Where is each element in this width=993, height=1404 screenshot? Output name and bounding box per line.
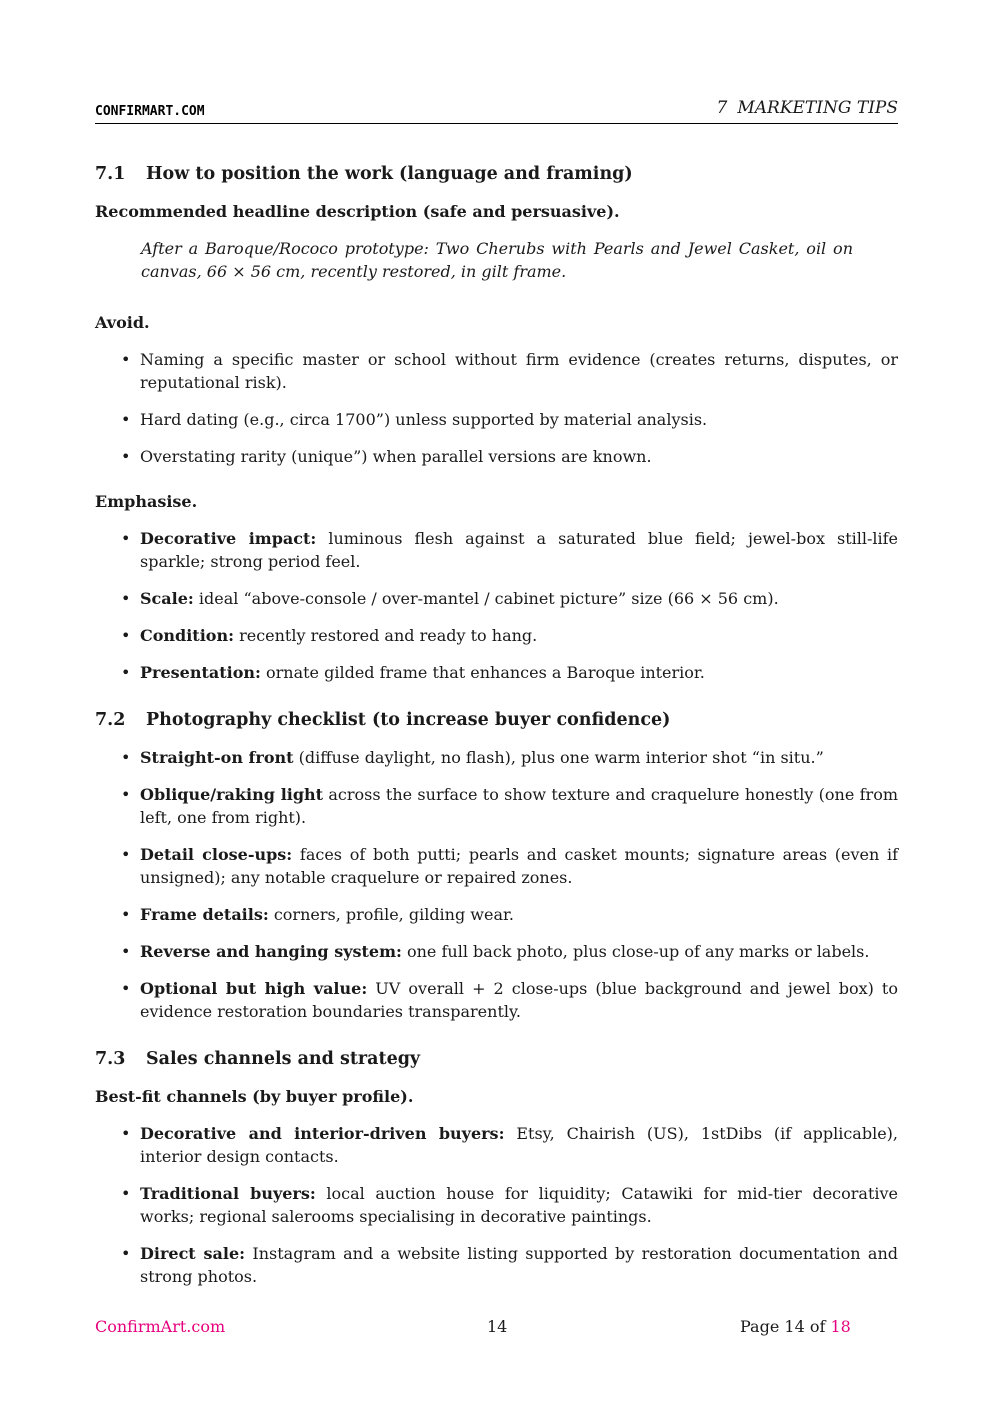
item-term: Condition: bbox=[140, 626, 234, 645]
item-text: faces of both putti; pearls and casket mounts; signature areas (even if unsigned); any notable craquelure or repaired zones. bbox=[140, 845, 898, 887]
section-7-3-heading bbox=[95, 1045, 898, 1073]
section-number: 7.3 bbox=[95, 1049, 126, 1069]
running-section-number: 7 bbox=[716, 98, 728, 118]
item-text: ideal “above-console / over-mantel / cabinet picture” size (66 × 56 cm). bbox=[193, 589, 779, 608]
list-item: • Overstating rarity (unique”) when parallel versions are known. bbox=[95, 445, 898, 468]
list-item bbox=[95, 1122, 898, 1168]
list-item bbox=[95, 661, 898, 684]
page-footer bbox=[95, 1315, 898, 1339]
list-item bbox=[95, 587, 898, 610]
section-title: How to position the work (language and framing) bbox=[146, 164, 633, 184]
list-item bbox=[95, 903, 898, 926]
page-count-prefix: Page 14 of bbox=[740, 1317, 831, 1336]
page-content bbox=[95, 160, 898, 1310]
item-term: Detail close-ups: bbox=[140, 845, 293, 864]
list-item bbox=[95, 1182, 898, 1228]
list-item bbox=[95, 746, 898, 769]
list-item bbox=[95, 527, 898, 573]
running-header bbox=[95, 97, 898, 124]
avoid-list bbox=[95, 348, 898, 468]
item-term: Direct sale: bbox=[140, 1244, 246, 1263]
item-term: Traditional buyers: bbox=[140, 1184, 316, 1203]
emphasise-label: Emphasise. bbox=[95, 492, 198, 511]
section-number: 7.2 bbox=[95, 710, 126, 730]
item-term: Decorative impact: bbox=[140, 529, 317, 548]
item-term: Straight-on front bbox=[140, 748, 294, 767]
footer-page-number: 14 bbox=[487, 1317, 508, 1336]
section-7-1-heading bbox=[95, 160, 898, 188]
list-item: • Naming a specific master or school without firm evidence (creates returns, disputes, or reputational risk). bbox=[95, 348, 898, 394]
sales-channels-list bbox=[95, 1122, 898, 1288]
section-title: Sales channels and strategy bbox=[146, 1049, 421, 1069]
list-item bbox=[95, 977, 898, 1023]
item-text: (diffuse daylight, no flash), plus one warm interior shot “in situ.” bbox=[293, 748, 824, 767]
running-section-title bbox=[717, 97, 898, 120]
item-text: Instagram and a website listing supported by restoration documentation and strong photos. bbox=[140, 1244, 899, 1286]
confirmart-logo: CONFIRMART.COM bbox=[95, 104, 205, 119]
list-item: • Hard dating (e.g., circa 1700”) unless supported by material analysis. bbox=[95, 408, 898, 431]
footer-page-count bbox=[740, 1315, 851, 1338]
emphasise-list bbox=[95, 527, 898, 684]
item-term: Frame details: bbox=[140, 905, 269, 924]
item-term: Scale: bbox=[140, 589, 194, 608]
headline-quote: After a Baroque/Rococo prototype: Two Cherubs with Pearls and Jewel Casket, oil on canvas, 66 × 56 cm, recently restored, in gilt frame. bbox=[141, 239, 853, 281]
list-item bbox=[95, 783, 898, 829]
running-section-name: MARKETING TIPS bbox=[737, 98, 898, 118]
headline-label: Recommended headline description (safe and persuasive). bbox=[95, 202, 620, 221]
item-text: recently restored and ready to hang. bbox=[233, 626, 538, 645]
item-term: Optional but high value: bbox=[140, 979, 368, 998]
item-term: Presentation: bbox=[140, 663, 261, 682]
avoid-label: Avoid. bbox=[95, 313, 150, 332]
item-term: Reverse and hanging system: bbox=[140, 942, 402, 961]
item-text: across the surface to show texture and craquelure honestly (one from left, one from right). bbox=[140, 785, 899, 827]
item-term: Decorative and interior-driven buyers: bbox=[140, 1124, 505, 1143]
list-item bbox=[95, 940, 898, 963]
list-item bbox=[95, 1242, 898, 1288]
item-text: luminous flesh against a saturated blue field; jewel-box still-life sparkle; strong period feel. bbox=[140, 529, 898, 571]
item-term: Oblique/raking light bbox=[140, 785, 324, 804]
item-text: local auction house for liquidity; Catawiki for mid-tier decorative works; regional salerooms specialising in decorative paintings. bbox=[140, 1184, 899, 1226]
item-text: Etsy, Chairish (US), 1stDibs (if applicable), interior design contacts. bbox=[140, 1124, 899, 1166]
page-total-link[interactable]: 18 bbox=[830, 1317, 851, 1336]
section-title: Photography checklist (to increase buyer confidence) bbox=[146, 710, 671, 730]
document-page bbox=[95, 0, 898, 1404]
item-text: ornate gilded frame that enhances a Baroque interior. bbox=[260, 663, 705, 682]
item-text: one full back photo, plus close-up of any marks or labels. bbox=[401, 942, 870, 961]
item-text: UV overall + 2 close-ups (blue background and jewel box) to evidence restoration boundaries transparently. bbox=[140, 979, 898, 1021]
footer-site-link[interactable]: ConfirmArt.com bbox=[95, 1317, 226, 1336]
list-item bbox=[95, 624, 898, 647]
item-text: corners, profile, gilding wear. bbox=[268, 905, 514, 924]
channels-label: Best-fit channels (by buyer profile). bbox=[95, 1087, 414, 1106]
section-number: 7.1 bbox=[95, 164, 126, 184]
section-7-2-heading bbox=[95, 706, 898, 734]
list-item bbox=[95, 843, 898, 889]
photography-checklist bbox=[95, 746, 898, 1023]
